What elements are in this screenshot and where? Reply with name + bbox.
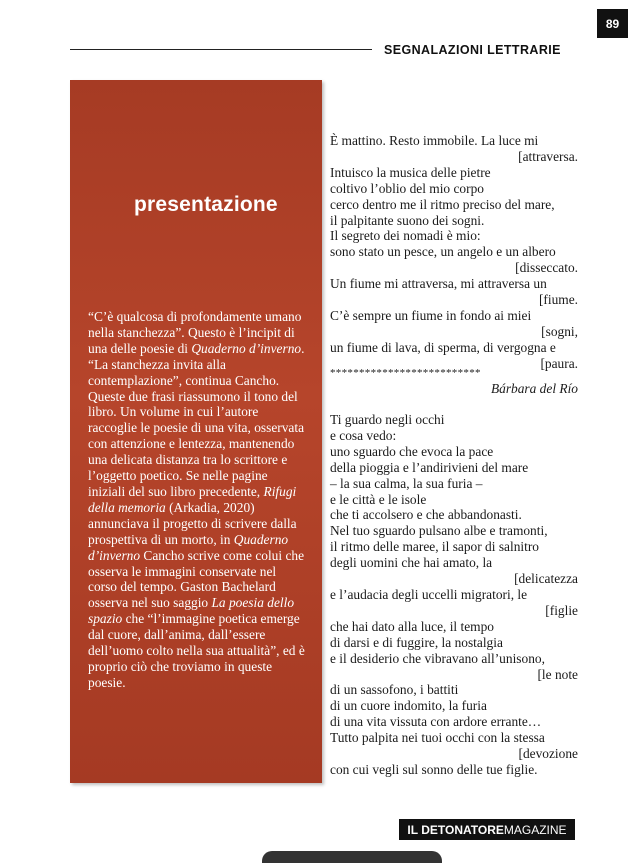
poem-line: di una vita vissuta con ardore errante… <box>330 714 542 730</box>
panel-text-segment: che “l’immagine poetica emerge dal cuore, dall’anima, dall’essere dell’uomo colto nella sua attualità”, ed è proprio ciò che troviamo in queste poesie. <box>88 611 305 690</box>
poem-line: il ritmo delle maree, il sapor di salnitro <box>330 539 539 555</box>
poem-author: Bárbara del Río <box>490 381 578 396</box>
book-title: Quaderno d’inverno <box>191 340 302 356</box>
poem-line: che hai dato alla luce, il tempo <box>330 618 494 634</box>
book-title: Quaderno d’inverno <box>88 531 289 563</box>
poem-line: Un fiume mi attraversa, mi attraversa un <box>330 276 547 292</box>
poem-one <box>330 133 578 372</box>
panel-text-segment: Cancho scrive come colui che osserva le immagini conservate nel corso del tempo. Gaston Bachelard osserva nel suo saggio <box>88 547 305 611</box>
book-title: La poesia dello spazio <box>88 595 295 627</box>
poem-line: [figlie <box>545 602 578 618</box>
panel-paragraph <box>88 309 308 691</box>
poem-line: [devozione <box>518 746 578 762</box>
poem-line: [sogni, <box>541 323 578 339</box>
poem-line: Tutto palpita nei tuoi occhi con la stessa <box>330 730 545 746</box>
poem-line: con cui vegli sul sonno delle tue figlie. <box>330 761 538 777</box>
poem-line: [delicatezza <box>514 571 578 587</box>
page-number: 89 <box>597 9 628 38</box>
separator: ************************** <box>330 367 481 379</box>
poem-two <box>330 412 578 778</box>
poem-line: degli uomini che hai amato, la <box>330 555 493 571</box>
panel-text-segment: “C’è qualcosa di profondamente umano nella stanchezza”. Questo è l’incipit di una delle poesie di <box>88 309 302 356</box>
poem-line: di un cuore indomito, la furia <box>330 698 487 714</box>
poem-line: e le città e le isole <box>330 491 427 507</box>
poem-line: – la sua calma, la sua furia – <box>330 475 483 491</box>
poem-line: [fiume. <box>538 292 578 308</box>
panel-text <box>88 309 308 691</box>
poem-line: e il desiderio che vibravano all’unisono, <box>330 650 545 666</box>
poem-line: Ti guardo negli occhi <box>330 412 445 427</box>
poem-line: [le note <box>537 666 578 682</box>
bottom-handle <box>262 851 442 863</box>
poem-line: cerco dentro me il ritmo preciso del mare, <box>330 196 555 212</box>
poem-line: sono stato un pesce, un angelo e un albero <box>330 244 556 260</box>
poem-line: e cosa vedo: <box>330 427 397 443</box>
panel-text-segment: . “La stanchezza invita alla contemplazione”, continua Cancho. Queste due frasi riassumono il tono del libro. Un volume in cui l’autore raccoglie le poesie di una vita, osservata con attenzione e lentezza, mantenendo una delicata distanza tra lo scrittore e l’oggetto poetico. Se nelle pagine iniziali del suo libro precedente, <box>88 340 305 499</box>
poem-line: Nel tuo sguardo pulsano albe e tramonti, <box>330 523 548 539</box>
poem-line: coltivo l’oblio del mio corpo <box>330 180 484 196</box>
poem-line: C’è sempre un fiume in fondo ai miei <box>330 307 532 323</box>
footer-brand-light: MAGAZINE <box>503 822 567 837</box>
poem-line: il palpitante suono dei sogni. <box>330 212 485 228</box>
poem-line: e l’audacia degli uccelli migratori, le <box>330 586 528 602</box>
poem-line: Intuisco la musica delle pietre <box>330 164 491 180</box>
poem-line: che ti accolsero e che abbandonasti. <box>330 507 522 523</box>
poem-line: Il segreto dei nomadi è mio: <box>330 228 481 244</box>
poem-line: di darsi e di fuggire, la nostalgia <box>330 634 503 650</box>
poem-line: di un sassofono, i battiti <box>330 682 459 698</box>
poem-line: [attraversa. <box>518 148 578 164</box>
footer-brand-bold: IL DETONATORE <box>407 822 504 837</box>
panel-heading: presentazione <box>134 193 278 216</box>
poem-line: della pioggia e l’andirivieni del mare <box>330 459 529 475</box>
book-title: Rifugi della memoria <box>88 483 297 515</box>
magazine-footer <box>399 819 575 840</box>
poem-line: È mattino. Resto immobile. La luce mi <box>330 133 539 148</box>
panel-text-segment: (Arkadia, 2020) annunciava il progetto di scrivere dalla prospettiva di un morto, in <box>88 499 297 547</box>
poem-line: [paura. <box>540 355 578 371</box>
poem-line: uno sguardo che evoca la pace <box>330 443 494 459</box>
poem-line: un fiume di lava, di sperma, di vergogna e <box>330 339 556 355</box>
poem-line: [disseccato. <box>515 260 578 276</box>
section-title: SEGNALAZIONI LETTRARIE <box>384 43 561 57</box>
header-rule <box>70 49 372 50</box>
